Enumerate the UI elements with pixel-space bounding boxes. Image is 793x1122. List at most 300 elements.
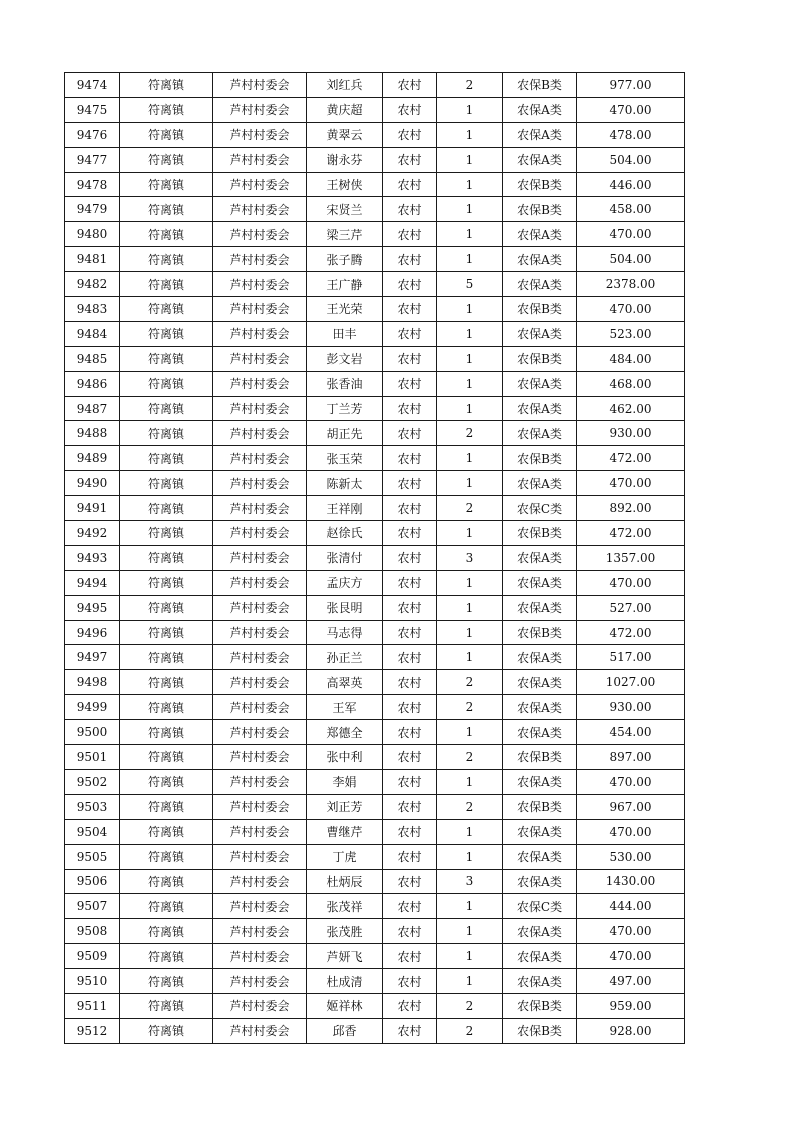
cell-village: 芦村村委会 [213, 297, 307, 322]
cell-type: 农村 [383, 670, 437, 695]
cell-type: 农村 [383, 769, 437, 794]
cell-id: 9485 [65, 346, 120, 371]
cell-type: 农村 [383, 197, 437, 222]
cell-amount: 470.00 [577, 769, 685, 794]
cell-amount: 1430.00 [577, 869, 685, 894]
cell-village: 芦村村委会 [213, 272, 307, 297]
cell-town: 符离镇 [120, 894, 213, 919]
cell-count: 1 [437, 247, 503, 272]
cell-village: 芦村村委会 [213, 97, 307, 122]
cell-amount: 472.00 [577, 620, 685, 645]
cell-amount: 977.00 [577, 73, 685, 98]
cell-category: 农保A类 [503, 645, 577, 670]
cell-count: 1 [437, 819, 503, 844]
cell-type: 农村 [383, 147, 437, 172]
cell-amount: 470.00 [577, 297, 685, 322]
cell-id: 9505 [65, 844, 120, 869]
cell-count: 1 [437, 446, 503, 471]
cell-town: 符离镇 [120, 844, 213, 869]
cell-category: 农保A类 [503, 122, 577, 147]
cell-amount: 930.00 [577, 695, 685, 720]
cell-name: 曹继芹 [307, 819, 383, 844]
cell-amount: 454.00 [577, 720, 685, 745]
cell-town: 符离镇 [120, 222, 213, 247]
cell-count: 2 [437, 670, 503, 695]
cell-amount: 484.00 [577, 346, 685, 371]
table-row [65, 272, 685, 297]
cell-name: 胡正先 [307, 421, 383, 446]
cell-name: 孙正兰 [307, 645, 383, 670]
cell-village: 芦村村委会 [213, 720, 307, 745]
cell-amount: 470.00 [577, 944, 685, 969]
cell-amount: 470.00 [577, 919, 685, 944]
cell-amount: 892.00 [577, 496, 685, 521]
cell-village: 芦村村委会 [213, 1018, 307, 1043]
table-row [65, 645, 685, 670]
table-row [65, 371, 685, 396]
cell-amount: 967.00 [577, 794, 685, 819]
cell-id: 9489 [65, 446, 120, 471]
table-row [65, 869, 685, 894]
cell-type: 农村 [383, 794, 437, 819]
cell-amount: 2378.00 [577, 272, 685, 297]
cell-amount: 470.00 [577, 222, 685, 247]
cell-id: 9482 [65, 272, 120, 297]
table-row [65, 993, 685, 1018]
cell-name: 张子腾 [307, 247, 383, 272]
cell-town: 符离镇 [120, 97, 213, 122]
cell-id: 9508 [65, 919, 120, 944]
cell-type: 农村 [383, 919, 437, 944]
cell-count: 1 [437, 197, 503, 222]
cell-id: 9506 [65, 869, 120, 894]
cell-name: 彭文岩 [307, 346, 383, 371]
cell-type: 农村 [383, 222, 437, 247]
cell-id: 9483 [65, 297, 120, 322]
cell-category: 农保A类 [503, 595, 577, 620]
cell-id: 9497 [65, 645, 120, 670]
cell-count: 2 [437, 695, 503, 720]
table-row [65, 1018, 685, 1043]
cell-category: 农保A类 [503, 720, 577, 745]
cell-count: 5 [437, 272, 503, 297]
cell-count: 1 [437, 620, 503, 645]
table-body [65, 73, 685, 1044]
cell-id: 9503 [65, 794, 120, 819]
cell-village: 芦村村委会 [213, 993, 307, 1018]
cell-town: 符离镇 [120, 247, 213, 272]
cell-village: 芦村村委会 [213, 645, 307, 670]
cell-id: 9494 [65, 570, 120, 595]
cell-count: 1 [437, 321, 503, 346]
table-row [65, 969, 685, 994]
cell-count: 2 [437, 421, 503, 446]
cell-name: 王树侠 [307, 172, 383, 197]
cell-name: 梁三芹 [307, 222, 383, 247]
table-row [65, 297, 685, 322]
cell-id: 9484 [65, 321, 120, 346]
cell-name: 杜成清 [307, 969, 383, 994]
cell-name: 田丰 [307, 321, 383, 346]
cell-town: 符离镇 [120, 645, 213, 670]
cell-amount: 1357.00 [577, 545, 685, 570]
cell-type: 农村 [383, 321, 437, 346]
cell-village: 芦村村委会 [213, 321, 307, 346]
cell-category: 农保A类 [503, 272, 577, 297]
cell-name: 宋贤兰 [307, 197, 383, 222]
cell-count: 1 [437, 172, 503, 197]
cell-count: 1 [437, 844, 503, 869]
cell-category: 农保B类 [503, 73, 577, 98]
cell-village: 芦村村委会 [213, 197, 307, 222]
table-row [65, 197, 685, 222]
cell-count: 2 [437, 745, 503, 770]
cell-count: 2 [437, 794, 503, 819]
cell-name: 张玉荣 [307, 446, 383, 471]
cell-town: 符离镇 [120, 720, 213, 745]
table-row [65, 944, 685, 969]
cell-count: 2 [437, 1018, 503, 1043]
cell-town: 符离镇 [120, 421, 213, 446]
cell-category: 农保B类 [503, 1018, 577, 1043]
cell-village: 芦村村委会 [213, 222, 307, 247]
cell-count: 2 [437, 993, 503, 1018]
cell-village: 芦村村委会 [213, 122, 307, 147]
cell-count: 1 [437, 720, 503, 745]
cell-type: 农村 [383, 595, 437, 620]
cell-amount: 462.00 [577, 396, 685, 421]
cell-type: 农村 [383, 247, 437, 272]
cell-category: 农保B类 [503, 172, 577, 197]
cell-town: 符离镇 [120, 869, 213, 894]
table-row [65, 720, 685, 745]
cell-type: 农村 [383, 272, 437, 297]
cell-amount: 897.00 [577, 745, 685, 770]
table-row [65, 769, 685, 794]
table-row [65, 670, 685, 695]
cell-village: 芦村村委会 [213, 894, 307, 919]
benefits-table [64, 72, 685, 1044]
cell-count: 1 [437, 521, 503, 546]
cell-amount: 446.00 [577, 172, 685, 197]
cell-id: 9493 [65, 545, 120, 570]
cell-id: 9492 [65, 521, 120, 546]
cell-name: 张艮明 [307, 595, 383, 620]
cell-category: 农保A类 [503, 670, 577, 695]
table-row [65, 247, 685, 272]
cell-amount: 959.00 [577, 993, 685, 1018]
table-row [65, 595, 685, 620]
cell-id: 9504 [65, 819, 120, 844]
cell-name: 张香油 [307, 371, 383, 396]
cell-count: 1 [437, 396, 503, 421]
cell-id: 9487 [65, 396, 120, 421]
cell-village: 芦村村委会 [213, 521, 307, 546]
cell-count: 2 [437, 73, 503, 98]
cell-count: 1 [437, 919, 503, 944]
cell-category: 农保A类 [503, 819, 577, 844]
cell-id: 9501 [65, 745, 120, 770]
cell-village: 芦村村委会 [213, 595, 307, 620]
cell-village: 芦村村委会 [213, 969, 307, 994]
cell-category: 农保B类 [503, 993, 577, 1018]
cell-type: 农村 [383, 869, 437, 894]
cell-type: 农村 [383, 471, 437, 496]
cell-id: 9481 [65, 247, 120, 272]
cell-name: 黄翠云 [307, 122, 383, 147]
cell-id: 9510 [65, 969, 120, 994]
cell-type: 农村 [383, 894, 437, 919]
cell-amount: 470.00 [577, 97, 685, 122]
table-row [65, 147, 685, 172]
table-row [65, 521, 685, 546]
cell-type: 农村 [383, 745, 437, 770]
cell-amount: 928.00 [577, 1018, 685, 1043]
cell-category: 农保B类 [503, 620, 577, 645]
cell-amount: 517.00 [577, 645, 685, 670]
cell-name: 陈新太 [307, 471, 383, 496]
cell-village: 芦村村委会 [213, 794, 307, 819]
cell-name: 杜炳辰 [307, 869, 383, 894]
table-row [65, 819, 685, 844]
cell-amount: 530.00 [577, 844, 685, 869]
cell-amount: 470.00 [577, 471, 685, 496]
cell-village: 芦村村委会 [213, 919, 307, 944]
cell-count: 1 [437, 346, 503, 371]
cell-type: 农村 [383, 172, 437, 197]
cell-village: 芦村村委会 [213, 371, 307, 396]
cell-type: 农村 [383, 545, 437, 570]
table-row [65, 421, 685, 446]
table-row [65, 446, 685, 471]
cell-type: 农村 [383, 371, 437, 396]
cell-town: 符离镇 [120, 197, 213, 222]
table-row [65, 496, 685, 521]
cell-count: 1 [437, 570, 503, 595]
cell-type: 农村 [383, 496, 437, 521]
table-row [65, 919, 685, 944]
cell-category: 农保A类 [503, 869, 577, 894]
cell-amount: 468.00 [577, 371, 685, 396]
cell-count: 1 [437, 471, 503, 496]
cell-count: 3 [437, 545, 503, 570]
cell-category: 农保A类 [503, 471, 577, 496]
cell-count: 1 [437, 147, 503, 172]
cell-town: 符离镇 [120, 1018, 213, 1043]
cell-amount: 472.00 [577, 446, 685, 471]
cell-village: 芦村村委会 [213, 421, 307, 446]
cell-town: 符离镇 [120, 595, 213, 620]
cell-count: 1 [437, 769, 503, 794]
cell-town: 符离镇 [120, 73, 213, 98]
cell-town: 符离镇 [120, 620, 213, 645]
cell-category: 农保A类 [503, 919, 577, 944]
cell-village: 芦村村委会 [213, 496, 307, 521]
cell-category: 农保A类 [503, 944, 577, 969]
cell-category: 农保A类 [503, 396, 577, 421]
cell-category: 农保A类 [503, 147, 577, 172]
table-row [65, 620, 685, 645]
table-row [65, 844, 685, 869]
cell-amount: 1027.00 [577, 670, 685, 695]
table-row [65, 97, 685, 122]
cell-town: 符离镇 [120, 819, 213, 844]
cell-id: 9486 [65, 371, 120, 396]
cell-category: 农保A类 [503, 421, 577, 446]
cell-id: 9499 [65, 695, 120, 720]
cell-name: 孟庆方 [307, 570, 383, 595]
cell-category: 农保C类 [503, 496, 577, 521]
table-row [65, 794, 685, 819]
cell-village: 芦村村委会 [213, 819, 307, 844]
cell-id: 9512 [65, 1018, 120, 1043]
table-row [65, 695, 685, 720]
cell-id: 9479 [65, 197, 120, 222]
cell-name: 邱香 [307, 1018, 383, 1043]
cell-type: 农村 [383, 695, 437, 720]
cell-village: 芦村村委会 [213, 247, 307, 272]
cell-category: 农保A类 [503, 371, 577, 396]
cell-count: 2 [437, 496, 503, 521]
cell-count: 1 [437, 371, 503, 396]
cell-id: 9474 [65, 73, 120, 98]
cell-category: 农保B类 [503, 745, 577, 770]
cell-town: 符离镇 [120, 944, 213, 969]
cell-category: 农保A类 [503, 769, 577, 794]
table-row [65, 745, 685, 770]
cell-type: 农村 [383, 844, 437, 869]
cell-count: 1 [437, 122, 503, 147]
cell-category: 农保A类 [503, 969, 577, 994]
cell-town: 符离镇 [120, 521, 213, 546]
cell-id: 9488 [65, 421, 120, 446]
cell-count: 3 [437, 869, 503, 894]
cell-type: 农村 [383, 421, 437, 446]
cell-category: 农保A类 [503, 695, 577, 720]
cell-name: 姬祥林 [307, 993, 383, 1018]
cell-town: 符离镇 [120, 122, 213, 147]
cell-type: 农村 [383, 969, 437, 994]
cell-town: 符离镇 [120, 695, 213, 720]
cell-name: 王祥刚 [307, 496, 383, 521]
cell-type: 农村 [383, 570, 437, 595]
cell-name: 刘红兵 [307, 73, 383, 98]
cell-category: 农保A类 [503, 844, 577, 869]
cell-type: 农村 [383, 73, 437, 98]
cell-town: 符离镇 [120, 496, 213, 521]
table-row [65, 346, 685, 371]
cell-id: 9476 [65, 122, 120, 147]
cell-village: 芦村村委会 [213, 570, 307, 595]
cell-count: 1 [437, 595, 503, 620]
cell-name: 黄庆超 [307, 97, 383, 122]
cell-town: 符离镇 [120, 745, 213, 770]
cell-id: 9478 [65, 172, 120, 197]
cell-id: 9495 [65, 595, 120, 620]
cell-type: 农村 [383, 620, 437, 645]
cell-category: 农保A类 [503, 222, 577, 247]
cell-name: 郑德全 [307, 720, 383, 745]
cell-village: 芦村村委会 [213, 695, 307, 720]
cell-name: 赵徐氏 [307, 521, 383, 546]
cell-amount: 504.00 [577, 247, 685, 272]
cell-village: 芦村村委会 [213, 769, 307, 794]
cell-name: 张茂祥 [307, 894, 383, 919]
cell-name: 王光荣 [307, 297, 383, 322]
cell-town: 符离镇 [120, 297, 213, 322]
cell-town: 符离镇 [120, 670, 213, 695]
cell-id: 9507 [65, 894, 120, 919]
cell-id: 9475 [65, 97, 120, 122]
cell-count: 1 [437, 944, 503, 969]
cell-name: 高翠英 [307, 670, 383, 695]
cell-amount: 472.00 [577, 521, 685, 546]
cell-name: 张清付 [307, 545, 383, 570]
table-row [65, 122, 685, 147]
cell-town: 符离镇 [120, 545, 213, 570]
cell-village: 芦村村委会 [213, 944, 307, 969]
cell-name: 芦妍飞 [307, 944, 383, 969]
table-row [65, 222, 685, 247]
cell-category: 农保B类 [503, 346, 577, 371]
cell-category: 农保B类 [503, 297, 577, 322]
cell-village: 芦村村委会 [213, 620, 307, 645]
cell-id: 9509 [65, 944, 120, 969]
cell-town: 符离镇 [120, 969, 213, 994]
cell-town: 符离镇 [120, 919, 213, 944]
cell-amount: 444.00 [577, 894, 685, 919]
cell-town: 符离镇 [120, 371, 213, 396]
cell-name: 马志得 [307, 620, 383, 645]
cell-amount: 497.00 [577, 969, 685, 994]
cell-count: 1 [437, 969, 503, 994]
cell-name: 谢永芬 [307, 147, 383, 172]
cell-category: 农保B类 [503, 794, 577, 819]
cell-count: 1 [437, 645, 503, 670]
table-row [65, 894, 685, 919]
cell-category: 农保A类 [503, 97, 577, 122]
cell-village: 芦村村委会 [213, 73, 307, 98]
cell-town: 符离镇 [120, 794, 213, 819]
cell-name: 张中利 [307, 745, 383, 770]
table-row [65, 545, 685, 570]
cell-amount: 504.00 [577, 147, 685, 172]
cell-type: 农村 [383, 446, 437, 471]
table-row [65, 172, 685, 197]
cell-town: 符离镇 [120, 396, 213, 421]
cell-type: 农村 [383, 97, 437, 122]
cell-name: 丁虎 [307, 844, 383, 869]
cell-type: 农村 [383, 819, 437, 844]
cell-id: 9496 [65, 620, 120, 645]
cell-id: 9480 [65, 222, 120, 247]
cell-type: 农村 [383, 720, 437, 745]
cell-village: 芦村村委会 [213, 346, 307, 371]
cell-type: 农村 [383, 645, 437, 670]
cell-type: 农村 [383, 122, 437, 147]
cell-village: 芦村村委会 [213, 147, 307, 172]
cell-type: 农村 [383, 297, 437, 322]
table-row [65, 321, 685, 346]
cell-name: 张茂胜 [307, 919, 383, 944]
cell-village: 芦村村委会 [213, 670, 307, 695]
cell-village: 芦村村委会 [213, 446, 307, 471]
cell-id: 9511 [65, 993, 120, 1018]
cell-amount: 930.00 [577, 421, 685, 446]
cell-type: 农村 [383, 1018, 437, 1043]
cell-type: 农村 [383, 396, 437, 421]
table-row [65, 471, 685, 496]
